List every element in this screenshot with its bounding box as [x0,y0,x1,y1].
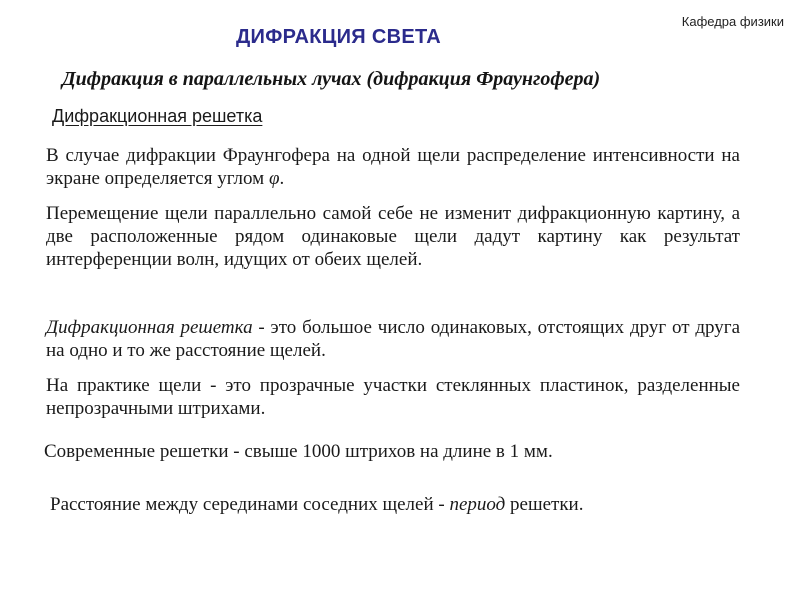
paragraph-text: В случае дифракции Фраунгофера на одной щели распределение интенсивности на экране определяется углом [46,145,740,189]
paragraph-text: Расстояние между серединами соседних щелей - [50,494,450,515]
paragraph-text-end: решетки. [505,494,584,515]
paragraph-grating-definition [46,316,740,362]
slide-title: ДИФРАКЦИЯ СВЕТА [236,26,441,48]
paragraph-modern-gratings [44,440,553,463]
paragraph-period [50,493,583,516]
paragraph-slit-shift [46,202,740,271]
section-heading: Дифракционная решетка [52,106,263,126]
paragraph-fraunhofer-single-slit [46,144,740,190]
term-period: период [449,494,506,515]
department-label: Кафедра физики [681,14,784,29]
paragraph-text: На практике щели - это прозрачные участки стеклянных пластинок, разделенные непрозрачными штрихами. [46,375,740,419]
paragraph-text: - это большое число одинаковых, отстоящих друг от друга на одно и то же расстояние щелей. [46,317,740,361]
phi-symbol: φ [268,168,280,189]
paragraph-text: Современные решетки - свыше 1000 штрихов на длине в 1 мм. [44,441,553,462]
paragraph-text: Перемещение щели параллельно самой себе не изменит дифракционную картину, а две расположенные рядом одинаковые щели дадут картину как результат интерференции волн, идущих от обеих щелей. [46,203,740,270]
paragraph-end: . [279,168,285,189]
paragraph-practice [46,374,740,420]
term-grating: Дифракционная решетка [46,317,253,338]
slide-subtitle: Дифракция в параллельных лучах (дифракция Фраунгофера) [62,68,601,90]
